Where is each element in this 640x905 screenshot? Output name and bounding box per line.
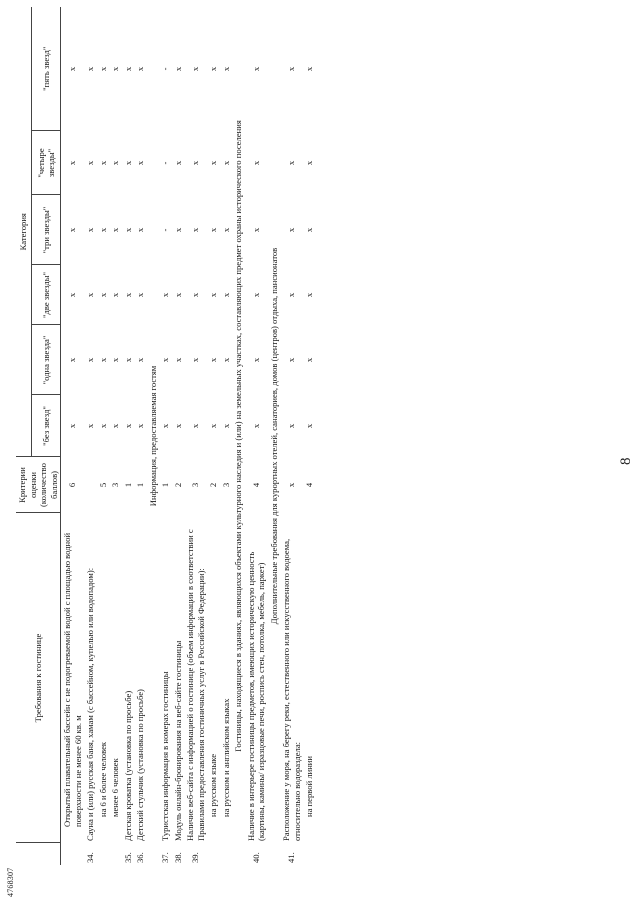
category-mark: x bbox=[85, 423, 95, 429]
table-row bbox=[172, 7, 185, 865]
header-category: Категория bbox=[16, 7, 32, 457]
criteria-points: 1 bbox=[160, 482, 170, 488]
category-mark: x bbox=[250, 357, 261, 363]
category-mark: x bbox=[304, 227, 314, 233]
section-title: Информация, предоставляемая гостям bbox=[147, 365, 158, 507]
header-category-3: "три звезды" bbox=[32, 195, 61, 265]
table-row bbox=[220, 7, 233, 865]
criteria-points: 3 bbox=[110, 482, 120, 488]
category-mark: x bbox=[304, 66, 314, 72]
category-mark: x bbox=[67, 160, 78, 166]
category-mark: x bbox=[97, 423, 108, 429]
category-mark: x bbox=[85, 160, 95, 166]
criteria-points: 4 bbox=[304, 482, 314, 488]
header-category-1: "одна звезда" bbox=[32, 325, 61, 395]
category-mark: x bbox=[135, 292, 145, 298]
criteria-points: 3 bbox=[220, 482, 231, 488]
category-mark: x bbox=[67, 66, 78, 72]
requirements-table bbox=[16, 7, 316, 865]
category-mark: x bbox=[110, 160, 120, 166]
category-mark: x bbox=[85, 227, 95, 233]
header-category-5: "пять звезд" bbox=[32, 7, 61, 131]
category-mark: x bbox=[172, 357, 183, 363]
category-mark: x bbox=[160, 423, 170, 429]
category-mark: x bbox=[122, 66, 133, 72]
category-mark: x bbox=[97, 357, 108, 363]
category-mark: x bbox=[85, 66, 95, 72]
table-row bbox=[84, 7, 97, 865]
category-mark: x bbox=[208, 227, 218, 233]
category-mark: x bbox=[67, 357, 78, 363]
category-mark: x bbox=[110, 292, 120, 298]
table-row bbox=[245, 7, 268, 865]
category-mark: x bbox=[160, 292, 170, 298]
requirement-text: на русском и английском языках bbox=[220, 698, 231, 817]
category-mark: x bbox=[122, 227, 133, 233]
row-number: 35. bbox=[122, 852, 133, 863]
criteria-points: 3 bbox=[190, 482, 201, 488]
category-mark: x bbox=[304, 160, 314, 166]
category-mark: x bbox=[208, 66, 218, 72]
requirement-text: Наличие в интерьере гостиницы предметов, имеющих историческую ценность (картины, камины/ изразцовые печи, роспись стен, потолка, мебель, паркет) bbox=[245, 551, 266, 841]
category-mark: x bbox=[97, 292, 108, 298]
category-mark: x bbox=[135, 357, 145, 363]
table-row bbox=[303, 7, 316, 865]
header-criteria: Критерии оценки (количество баллов) bbox=[16, 457, 61, 513]
table-row bbox=[159, 7, 172, 865]
category-mark: x bbox=[160, 357, 170, 363]
criteria-points bbox=[84, 457, 97, 513]
category-mark: x bbox=[220, 160, 231, 166]
row-number: 41. bbox=[286, 852, 297, 863]
category-mark: x bbox=[97, 227, 108, 233]
table-section-row bbox=[147, 7, 160, 865]
row-number: 38. bbox=[172, 852, 183, 863]
header-number bbox=[16, 843, 61, 865]
category-mark: x bbox=[208, 423, 218, 429]
category-mark: x bbox=[135, 160, 145, 166]
category-mark: x bbox=[135, 66, 145, 72]
category-mark: x bbox=[122, 160, 133, 166]
category-mark: x bbox=[190, 423, 201, 429]
category-mark: x bbox=[190, 357, 201, 363]
row-number bbox=[220, 843, 233, 865]
requirement-text: Туристская информация в номерах гостиницы bbox=[160, 671, 170, 841]
category-mark: x bbox=[110, 423, 120, 429]
requirement-text: Расположение у моря, на берегу реки, естественного или искусственного водоема, относительно водоразделa: bbox=[281, 538, 302, 841]
category-mark: x bbox=[286, 227, 297, 233]
requirement-text: Модуль онлайн-бронирования на веб-сайте гостиницы bbox=[172, 640, 183, 841]
category-mark: x bbox=[220, 66, 231, 72]
table-row bbox=[280, 7, 303, 865]
category-mark: x bbox=[122, 292, 133, 298]
row-number bbox=[97, 843, 110, 865]
category-mark: x bbox=[67, 423, 78, 429]
category-mark: x bbox=[172, 292, 183, 298]
criteria-points: 4 bbox=[250, 482, 261, 488]
requirement-text: Детская кроватка (установка по просьбе) bbox=[122, 690, 133, 841]
section-title: Дополнительные требования для курортных отелей, санаториев, домов (центров) отдыха, пансионатов bbox=[268, 247, 279, 625]
category-mark: x bbox=[190, 292, 201, 298]
category-mark: x bbox=[250, 160, 261, 166]
category-mark: x bbox=[122, 357, 133, 363]
category-mark: x bbox=[304, 423, 314, 429]
document-id: 4768307 bbox=[6, 867, 15, 897]
requirement-text: Сауна и (или) русская баня, хамам (с бассейном, купелью или водопадом): bbox=[85, 567, 95, 841]
category-mark: x bbox=[304, 292, 314, 298]
header-category-0: "без звезд" bbox=[32, 395, 61, 457]
requirement-text: на первой линии bbox=[304, 756, 314, 817]
row-number: 40. bbox=[250, 852, 261, 863]
criteria-points: 5 bbox=[97, 482, 108, 488]
category-mark: x bbox=[135, 423, 145, 429]
category-mark: - bbox=[160, 67, 170, 71]
category-mark: x bbox=[286, 160, 297, 166]
header-category-2: "две звезды" bbox=[32, 265, 61, 325]
row-number bbox=[303, 843, 316, 865]
row-number bbox=[207, 843, 220, 865]
category-mark: x bbox=[190, 66, 201, 72]
table-section-row bbox=[268, 7, 281, 865]
category-mark: x bbox=[220, 292, 231, 298]
category-mark: x bbox=[220, 423, 231, 429]
category-mark: x bbox=[97, 66, 108, 72]
table-row bbox=[134, 7, 147, 865]
table-section-row bbox=[232, 7, 245, 865]
category-mark: x bbox=[122, 423, 133, 429]
row-number: 37. bbox=[160, 852, 170, 863]
category-mark: x bbox=[208, 160, 218, 166]
category-mark: x bbox=[250, 423, 261, 429]
requirement-text: менее 6 человек bbox=[110, 758, 120, 817]
category-mark: x bbox=[304, 357, 314, 363]
category-mark: x bbox=[172, 66, 183, 72]
table-row bbox=[61, 7, 85, 865]
page-number: 8 bbox=[618, 457, 634, 465]
category-mark: x bbox=[286, 357, 297, 363]
requirement-text: Детский стульчик (установка по просьбе) bbox=[135, 689, 145, 841]
category-mark: x bbox=[250, 292, 261, 298]
category-mark: x bbox=[110, 357, 120, 363]
category-mark: x bbox=[208, 292, 218, 298]
criteria-points: x bbox=[286, 482, 297, 488]
category-mark: x bbox=[220, 227, 231, 233]
criteria-points: 6 bbox=[67, 482, 78, 488]
requirement-text: на русском языке bbox=[208, 753, 218, 817]
category-mark: - bbox=[160, 228, 170, 232]
criteria-points: 1 bbox=[135, 482, 145, 488]
row-number bbox=[109, 843, 122, 865]
requirement-text: Открытый плавательный бассейн с не подогреваемой водой с площадью водной поверхности не менее 60 кв. м bbox=[62, 532, 83, 827]
header-category-4: "четыре звезды" bbox=[32, 131, 61, 195]
table-body bbox=[61, 7, 316, 865]
category-mark: - bbox=[160, 161, 170, 165]
row-number bbox=[61, 843, 85, 865]
row-number: 39. bbox=[190, 852, 201, 863]
category-mark: x bbox=[67, 292, 78, 298]
table-row bbox=[122, 7, 135, 865]
requirement-text: на 6 и более человек bbox=[97, 741, 108, 817]
category-mark: x bbox=[190, 160, 201, 166]
category-mark: x bbox=[110, 227, 120, 233]
criteria-points: 2 bbox=[172, 482, 183, 488]
category-mark: x bbox=[190, 227, 201, 233]
table-row bbox=[97, 7, 110, 865]
row-number: 34. bbox=[85, 852, 95, 863]
category-mark: x bbox=[172, 160, 183, 166]
category-mark: x bbox=[85, 292, 95, 298]
category-mark: x bbox=[250, 227, 261, 233]
requirement-text: Наличие веб-сайта с информацией о гостинице (объем информации в соответствии с Правилами предоставления гостиничных услуг в Российской Федерации): bbox=[185, 529, 206, 841]
category-mark: x bbox=[250, 66, 261, 72]
category-mark: x bbox=[97, 160, 108, 166]
category-mark: x bbox=[208, 357, 218, 363]
category-mark: x bbox=[286, 292, 297, 298]
section-title: Гостиницы, находящиеся в зданиях, являющихся объектами культурного наследия и (или) на земельных участках, составляющих предмет охраны исторического поселения bbox=[233, 120, 243, 752]
header-requirement: Требования к гостинице bbox=[16, 513, 61, 843]
category-mark: x bbox=[135, 227, 145, 233]
row-number: 36. bbox=[135, 852, 145, 863]
category-mark: x bbox=[172, 227, 183, 233]
category-mark: x bbox=[85, 357, 95, 363]
category-mark: x bbox=[110, 66, 120, 72]
category-mark: x bbox=[172, 423, 183, 429]
category-mark: x bbox=[67, 227, 78, 233]
table-row bbox=[184, 7, 207, 865]
table-row bbox=[109, 7, 122, 865]
table-row bbox=[207, 7, 220, 865]
category-mark: x bbox=[286, 66, 297, 72]
category-mark: x bbox=[286, 423, 297, 429]
criteria-points: 1 bbox=[122, 482, 133, 488]
category-mark: x bbox=[220, 357, 231, 363]
criteria-points: 2 bbox=[208, 482, 218, 488]
